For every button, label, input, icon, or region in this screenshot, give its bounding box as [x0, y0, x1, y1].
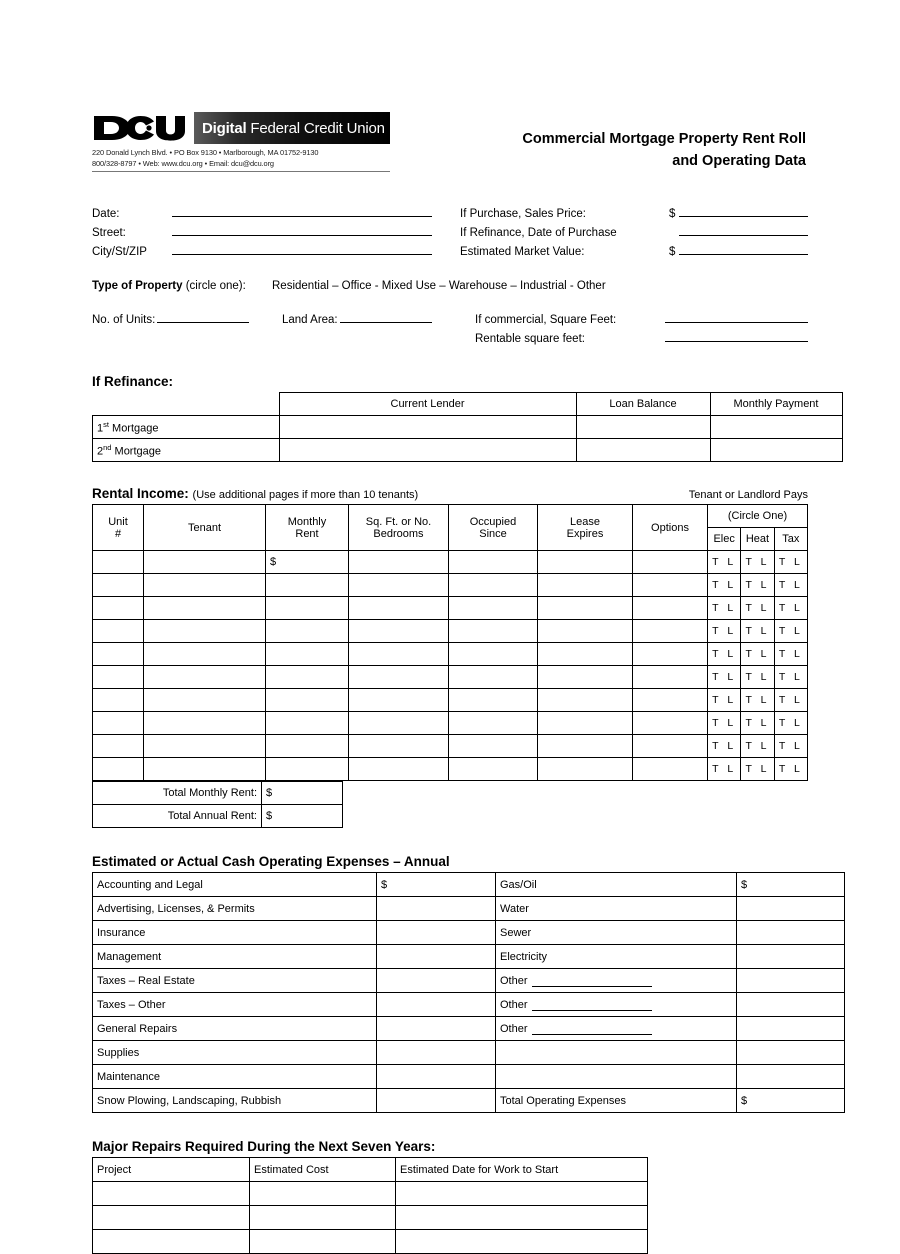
expense-label-right-6[interactable] [496, 993, 737, 1017]
expense-value-right-7[interactable] [737, 1017, 845, 1041]
repairs-cell-estimated-date-3[interactable] [396, 1230, 648, 1254]
refinance-table [92, 392, 843, 462]
rental-cell-tax-4[interactable]: T L [774, 620, 807, 643]
field-citystzip-input[interactable] [172, 242, 432, 255]
page-title [416, 112, 808, 172]
rental-cell-tax-2[interactable]: T L [774, 574, 807, 597]
refinance-col-current-lender: Current Lender [279, 393, 576, 416]
rental-cell-unit-3[interactable] [93, 597, 144, 620]
rental-cell-tax-7[interactable]: T L [774, 689, 807, 712]
rental-cell-sqft-bedrooms-1[interactable] [349, 551, 449, 574]
rental-col-heat: Heat [741, 528, 774, 551]
table-row [93, 1206, 648, 1230]
major-repairs-table [92, 1157, 648, 1254]
rental-cell-occupied-since-3[interactable] [449, 597, 538, 620]
rental-cell-sqft-bedrooms-8[interactable] [349, 712, 449, 735]
refinance-cell-lender-2[interactable] [279, 439, 576, 462]
rental-cell-monthly-rent-2[interactable] [266, 574, 349, 597]
rental-cell-tax-5[interactable]: T L [774, 643, 807, 666]
rental-col-sqft-bedrooms: Sq. Ft. or No. Bedrooms [349, 505, 449, 551]
field-date-of-purchase-label: If Refinance, Date of Purchase [460, 227, 617, 239]
rental-cell-occupied-since-1[interactable] [449, 551, 538, 574]
operating-expenses-heading: Estimated or Actual Cash Operating Expenses – Annual [92, 854, 450, 869]
rental-cell-sqft-bedrooms-4[interactable] [349, 620, 449, 643]
rental-cell-lease-expires-4[interactable] [538, 620, 633, 643]
dcu-logo-block [92, 112, 392, 172]
field-citystzip-label: City/St/ZIP [92, 246, 147, 258]
refinance-cell-balance-2[interactable] [576, 439, 710, 462]
expense-value-right-6[interactable] [737, 993, 845, 1017]
rental-cell-sqft-bedrooms-9[interactable] [349, 735, 449, 758]
refinance-corner-cell [93, 393, 280, 416]
expense-label-right-text-7: Other [500, 1022, 528, 1035]
field-sales-price-input[interactable] [679, 204, 808, 217]
page-title-line-1: Commercial Mortgage Property Rent Roll [522, 131, 806, 147]
field-market-value-currency: $ [669, 246, 676, 258]
rental-income-rows [93, 551, 808, 781]
rental-cell-heat-2[interactable]: T L [741, 574, 774, 597]
table-header-row [93, 505, 808, 528]
top-fields [92, 204, 808, 264]
rental-cell-occupied-since-4[interactable] [449, 620, 538, 643]
expense-label-right-10 [496, 1089, 737, 1113]
rental-cell-heat-9[interactable]: T L [741, 735, 774, 758]
expense-label-right-7[interactable] [496, 1017, 737, 1041]
expense-label-right-text-1: Gas/Oil [500, 878, 537, 891]
expense-label-right-8 [496, 1041, 737, 1065]
expense-label-right-4 [496, 945, 737, 969]
rental-cell-occupied-since-9[interactable] [449, 735, 538, 758]
table-row [93, 1089, 845, 1113]
rental-cell-monthly-rent-9[interactable] [266, 735, 349, 758]
repairs-cell-estimated-cost-1[interactable] [250, 1182, 396, 1206]
field-rentable-sqft-label: Rentable square feet: [475, 333, 585, 345]
expense-label-right-text-2: Water [500, 902, 529, 915]
rental-cell-tenant-9[interactable] [144, 735, 266, 758]
field-citystzip [92, 242, 452, 261]
rental-cell-lease-expires-1[interactable] [538, 551, 633, 574]
rental-cell-sqft-bedrooms-10[interactable] [349, 758, 449, 781]
rental-cell-lease-expires-7[interactable] [538, 689, 633, 712]
rental-income-table [92, 504, 808, 781]
field-sales-price [460, 204, 808, 223]
rental-cell-elec-10[interactable]: T L [708, 758, 741, 781]
refinance-row-label-2: 2nd Mortgage [93, 439, 280, 462]
expense-label-left-5: Taxes – Real Estate [93, 969, 377, 993]
table-row [93, 1182, 648, 1206]
expense-label-right-3 [496, 921, 737, 945]
top-fields-left [92, 204, 452, 261]
rental-cell-lease-expires-10[interactable] [538, 758, 633, 781]
rental-cell-elec-3[interactable]: T L [708, 597, 741, 620]
rental-cell-occupied-since-10[interactable] [449, 758, 538, 781]
table-row [93, 897, 845, 921]
operating-expenses-section [92, 854, 808, 1113]
operating-expenses-table [92, 872, 845, 1113]
field-street-input[interactable] [172, 223, 432, 236]
table-row [93, 805, 343, 828]
field-no-of-units [92, 310, 249, 326]
rental-income-section [92, 486, 808, 828]
rental-cell-sqft-bedrooms-6[interactable] [349, 666, 449, 689]
units-row [92, 310, 808, 350]
refinance-col-loan-balance: Loan Balance [576, 393, 710, 416]
expense-value-left-10[interactable] [377, 1089, 496, 1113]
table-row [93, 735, 808, 758]
rental-cell-unit-2[interactable] [93, 574, 144, 597]
tenant-or-landlord-pays-label: Tenant or Landlord Pays [688, 489, 808, 501]
rental-cell-sqft-bedrooms-3[interactable] [349, 597, 449, 620]
table-row [93, 1065, 845, 1089]
rental-cell-tax-3[interactable]: T L [774, 597, 807, 620]
refinance-heading: If Refinance: [92, 374, 174, 389]
header-divider [92, 171, 390, 172]
repairs-cell-estimated-date-2[interactable] [396, 1206, 648, 1230]
expense-value-left-2[interactable] [377, 897, 496, 921]
rental-cell-tenant-4[interactable] [144, 620, 266, 643]
rental-cell-heat-8[interactable]: T L [741, 712, 774, 735]
field-land-area [282, 310, 432, 326]
field-street-label: Street: [92, 227, 126, 239]
expense-label-left-2: Advertising, Licenses, & Permits [93, 897, 377, 921]
table-row [93, 758, 808, 781]
rental-cell-occupied-since-6[interactable] [449, 666, 538, 689]
rental-cell-heat-6[interactable]: T L [741, 666, 774, 689]
table-row [93, 689, 808, 712]
table-row [93, 666, 808, 689]
rental-cell-elec-2[interactable]: T L [708, 574, 741, 597]
rental-cell-options-10[interactable] [633, 758, 708, 781]
table-row [93, 620, 808, 643]
expense-value-left-4[interactable] [377, 945, 496, 969]
table-row [93, 712, 808, 735]
rental-cell-elec-1[interactable]: T L [708, 551, 741, 574]
rental-col-monthly-rent: Monthly Rent [266, 505, 349, 551]
rental-cell-elec-4[interactable]: T L [708, 620, 741, 643]
expense-label-right-text-10: Total Operating Expenses [500, 1094, 626, 1107]
rental-cell-unit-4[interactable] [93, 620, 144, 643]
expense-label-right-5[interactable] [496, 969, 737, 993]
repairs-cell-estimated-date-1[interactable] [396, 1182, 648, 1206]
operating-expenses-rows [93, 873, 845, 1113]
total-monthly-rent-label: Total Monthly Rent: [93, 782, 262, 805]
refinance-cell-balance-1[interactable] [576, 416, 710, 439]
expense-label-left-3: Insurance [93, 921, 377, 945]
expense-value-right-3[interactable] [737, 921, 845, 945]
rental-cell-elec-7[interactable]: T L [708, 689, 741, 712]
rental-cell-elec-9[interactable]: T L [708, 735, 741, 758]
expense-value-right-5[interactable] [737, 969, 845, 993]
expense-label-left-4: Management [93, 945, 377, 969]
rental-cell-unit-9[interactable] [93, 735, 144, 758]
expense-value-right-2[interactable] [737, 897, 845, 921]
dcu-address-line-2: 800/328-8797 • Web: www.dcu.org • Email: dcu@dcu.org [92, 158, 274, 168]
rental-cell-tenant-2[interactable] [144, 574, 266, 597]
field-date-of-purchase [460, 223, 808, 242]
field-street [92, 223, 452, 242]
repairs-cell-project-2[interactable] [93, 1206, 250, 1230]
property-type-options[interactable]: Residential – Office - Mixed Use – Warehouse – Industrial - Other [272, 280, 606, 292]
field-date-of-purchase-input[interactable] [679, 223, 808, 236]
rental-cell-tenant-7[interactable] [144, 689, 266, 712]
rental-col-circle-one: (Circle One) [708, 505, 808, 528]
rental-totals-table [92, 781, 343, 828]
dcu-address [92, 148, 392, 169]
expense-value-right-8[interactable] [737, 1041, 845, 1065]
rental-cell-options-5[interactable] [633, 643, 708, 666]
rental-cell-heat-7[interactable]: T L [741, 689, 774, 712]
field-date [92, 204, 452, 223]
repairs-cell-estimated-cost-2[interactable] [250, 1206, 396, 1230]
expense-label-right-9 [496, 1065, 737, 1089]
expense-value-right-10[interactable]: $ [737, 1089, 845, 1113]
expense-value-left-3[interactable] [377, 921, 496, 945]
rental-cell-elec-6[interactable]: T L [708, 666, 741, 689]
expense-value-left-1[interactable]: $ [377, 873, 496, 897]
expense-label-right-text-4: Electricity [500, 950, 548, 963]
expense-label-right-text-6: Other [500, 998, 528, 1011]
expense-other-input-6[interactable] [532, 1000, 652, 1011]
dcu-logo-icon [92, 112, 194, 144]
rental-income-heading: Rental Income: (Use additional pages if more than 10 tenants) [92, 486, 419, 501]
form-sheet [92, 112, 819, 1254]
repairs-cell-estimated-cost-3[interactable] [250, 1230, 396, 1254]
rental-cell-occupied-since-5[interactable] [449, 643, 538, 666]
table-row [93, 993, 845, 1017]
total-annual-rent-label: Total Annual Rent: [93, 805, 262, 828]
table-row [93, 969, 845, 993]
rental-cell-unit-1[interactable] [93, 551, 144, 574]
refinance-cell-payment-2[interactable] [710, 439, 842, 462]
property-type-label: Type of Property (circle one): [92, 280, 246, 292]
rental-cell-monthly-rent-1[interactable]: $ [266, 551, 349, 574]
expense-label-left-10: Snow Plowing, Landscaping, Rubbish [93, 1089, 377, 1113]
rental-cell-tax-9[interactable]: T L [774, 735, 807, 758]
rental-cell-monthly-rent-7[interactable] [266, 689, 349, 712]
field-land-area-input[interactable] [340, 310, 432, 323]
rental-cell-options-6[interactable] [633, 666, 708, 689]
expense-label-right-text-3: Sewer [500, 926, 532, 939]
expense-value-left-8[interactable] [377, 1041, 496, 1065]
expense-other-input-5[interactable] [532, 976, 652, 987]
rental-col-tax: Tax [774, 528, 807, 551]
expense-other-input-7[interactable] [532, 1024, 652, 1035]
repairs-col-estimated-cost: Estimated Cost [250, 1158, 396, 1182]
dcu-logo-banner [194, 112, 390, 144]
refinance-section [92, 374, 819, 462]
rental-cell-options-9[interactable] [633, 735, 708, 758]
expense-value-left-6[interactable] [377, 993, 496, 1017]
table-header-row [93, 1158, 648, 1182]
rental-cell-occupied-since-7[interactable] [449, 689, 538, 712]
dcu-logo-bar [92, 112, 390, 144]
rental-cell-unit-5[interactable] [93, 643, 144, 666]
rental-cell-tax-1[interactable]: T L [774, 551, 807, 574]
table-row [93, 873, 845, 897]
dcu-logo-banner-text: Digital Federal Credit Union [202, 119, 385, 137]
expense-value-left-5[interactable] [377, 969, 496, 993]
table-row [93, 439, 843, 462]
dcu-address-line-1: 220 Donald Lynch Blvd. • PO Box 9130 • Marlborough, MA 01752-9130 [92, 148, 319, 157]
field-square-feet-group [475, 310, 808, 348]
major-repairs-section [92, 1139, 808, 1254]
rental-cell-lease-expires-2[interactable] [538, 574, 633, 597]
rental-cell-heat-4[interactable]: T L [741, 620, 774, 643]
rental-cell-lease-expires-8[interactable] [538, 712, 633, 735]
rental-cell-lease-expires-9[interactable] [538, 735, 633, 758]
rental-cell-tax-6[interactable]: T L [774, 666, 807, 689]
rental-cell-tenant-10[interactable] [144, 758, 266, 781]
refinance-cell-lender-1[interactable] [279, 416, 576, 439]
field-rentable-sqft [475, 329, 808, 348]
rental-cell-monthly-rent-8[interactable] [266, 712, 349, 735]
repairs-col-project: Project [93, 1158, 250, 1182]
rental-cell-options-3[interactable] [633, 597, 708, 620]
rental-cell-elec-8[interactable]: T L [708, 712, 741, 735]
table-row [93, 643, 808, 666]
rental-income-header [92, 486, 808, 504]
expense-value-right-4[interactable] [737, 945, 845, 969]
field-sales-price-label: If Purchase, Sales Price: [460, 208, 586, 220]
field-sales-price-currency: $ [669, 208, 676, 220]
table-row [93, 1230, 648, 1254]
field-date-label: Date: [92, 208, 120, 220]
expense-label-left-6: Taxes – Other [93, 993, 377, 1017]
major-repairs-heading: Major Repairs Required During the Next Seven Years: [92, 1139, 436, 1154]
expense-label-right-2 [496, 897, 737, 921]
refinance-col-monthly-payment: Monthly Payment [710, 393, 842, 416]
rental-cell-options-8[interactable] [633, 712, 708, 735]
rental-col-options: Options [633, 505, 708, 551]
rental-col-lease-expires: Lease Expires [538, 505, 633, 551]
rental-cell-elec-5[interactable]: T L [708, 643, 741, 666]
rental-cell-lease-expires-3[interactable] [538, 597, 633, 620]
rental-cell-monthly-rent-3[interactable] [266, 597, 349, 620]
expense-label-left-8: Supplies [93, 1041, 377, 1065]
rental-col-occupied-since: Occupied Since [449, 505, 538, 551]
top-fields-right [460, 204, 808, 261]
document-header [92, 112, 808, 172]
rental-col-unit: Unit # [93, 505, 144, 551]
expense-value-right-1[interactable]: $ [737, 873, 845, 897]
field-commercial-sqft [475, 310, 808, 329]
field-land-area-label: Land Area: [282, 314, 338, 326]
expense-label-left-9: Maintenance [93, 1065, 377, 1089]
rental-cell-tenant-5[interactable] [144, 643, 266, 666]
expense-value-left-9[interactable] [377, 1065, 496, 1089]
table-row [93, 416, 843, 439]
page-title-line-2: and Operating Data [672, 153, 806, 169]
repairs-cell-project-3[interactable] [93, 1230, 250, 1254]
rental-cell-monthly-rent-10[interactable] [266, 758, 349, 781]
field-commercial-sqft-label: If commercial, Square Feet: [475, 314, 617, 326]
repairs-col-estimated-date: Estimated Date for Work to Start [396, 1158, 648, 1182]
expense-label-right-text-5: Other [500, 974, 528, 987]
table-row [93, 782, 343, 805]
rental-cell-occupied-since-2[interactable] [449, 574, 538, 597]
rental-cell-tenant-1[interactable] [144, 551, 266, 574]
field-date-input[interactable] [172, 204, 432, 217]
rental-cell-tenant-6[interactable] [144, 666, 266, 689]
rental-cell-unit-8[interactable] [93, 712, 144, 735]
rental-cell-tenant-3[interactable] [144, 597, 266, 620]
expense-label-left-1: Accounting and Legal [93, 873, 377, 897]
table-row [93, 597, 808, 620]
major-repairs-rows [93, 1182, 648, 1254]
table-row [93, 921, 845, 945]
total-annual-rent-value[interactable]: $ [262, 805, 343, 828]
table-row [93, 1041, 845, 1065]
rental-cell-sqft-bedrooms-7[interactable] [349, 689, 449, 712]
rental-cell-heat-1[interactable]: T L [741, 551, 774, 574]
rental-cell-options-4[interactable] [633, 620, 708, 643]
rental-col-tenant: Tenant [144, 505, 266, 551]
rental-cell-tenant-8[interactable] [144, 712, 266, 735]
rental-cell-options-2[interactable] [633, 574, 708, 597]
expense-value-left-7[interactable] [377, 1017, 496, 1041]
expense-label-right-1 [496, 873, 737, 897]
field-market-value-input[interactable] [679, 242, 808, 255]
rental-cell-unit-7[interactable] [93, 689, 144, 712]
table-row [93, 574, 808, 597]
rental-cell-sqft-bedrooms-5[interactable] [349, 643, 449, 666]
table-row [93, 551, 808, 574]
table-row [93, 1017, 845, 1041]
rental-cell-sqft-bedrooms-2[interactable] [349, 574, 449, 597]
table-header-row [93, 393, 843, 416]
rental-cell-monthly-rent-6[interactable] [266, 666, 349, 689]
rental-cell-heat-5[interactable]: T L [741, 643, 774, 666]
table-row [93, 945, 845, 969]
rental-cell-tax-8[interactable]: T L [774, 712, 807, 735]
field-no-of-units-input[interactable] [157, 310, 249, 323]
field-commercial-sqft-input[interactable] [665, 310, 808, 323]
field-market-value-label: Estimated Market Value: [460, 246, 585, 258]
rental-cell-occupied-since-8[interactable] [449, 712, 538, 735]
field-no-of-units-label: No. of Units: [92, 314, 156, 326]
rental-cell-tax-10[interactable]: T L [774, 758, 807, 781]
rental-cell-lease-expires-6[interactable] [538, 666, 633, 689]
field-market-value [460, 242, 808, 261]
property-type-row [92, 280, 808, 292]
refinance-row-label-1: 1st Mortgage [93, 416, 280, 439]
field-rentable-sqft-input[interactable] [665, 329, 808, 342]
rental-cell-monthly-rent-4[interactable] [266, 620, 349, 643]
total-monthly-rent-value[interactable]: $ [262, 782, 343, 805]
repairs-cell-project-1[interactable] [93, 1182, 250, 1206]
rental-cell-lease-expires-5[interactable] [538, 643, 633, 666]
expense-label-left-7: General Repairs [93, 1017, 377, 1041]
rental-cell-options-7[interactable] [633, 689, 708, 712]
rental-col-elec: Elec [708, 528, 741, 551]
rental-cell-unit-10[interactable] [93, 758, 144, 781]
rental-cell-heat-3[interactable]: T L [741, 597, 774, 620]
expense-value-right-9[interactable] [737, 1065, 845, 1089]
refinance-cell-payment-1[interactable] [710, 416, 842, 439]
rental-cell-heat-10[interactable]: T L [741, 758, 774, 781]
rental-cell-unit-6[interactable] [93, 666, 144, 689]
rental-cell-monthly-rent-5[interactable] [266, 643, 349, 666]
rental-cell-options-1[interactable] [633, 551, 708, 574]
